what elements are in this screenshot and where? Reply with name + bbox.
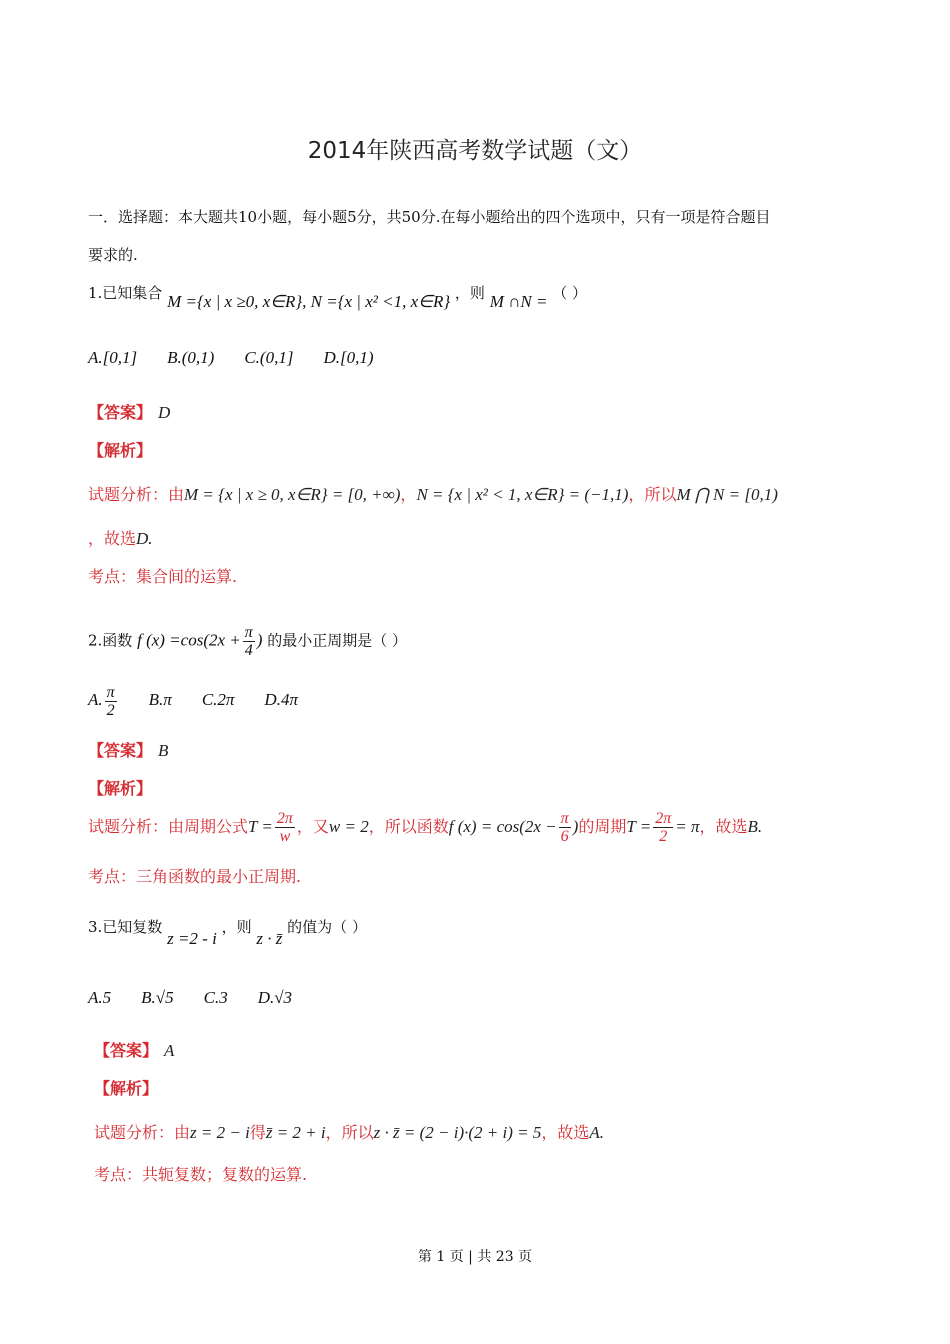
q2-f4-num: 2π xyxy=(655,810,672,827)
q2-f3-den: 6 xyxy=(560,828,569,845)
q3-analysis-prefix: 试题分析：由 xyxy=(94,1123,191,1142)
page-title: 2014年陕西高考数学试题（文） xyxy=(307,138,643,164)
q1-conclusion: ，故选 xyxy=(88,529,137,548)
q1-answer xyxy=(88,400,170,423)
section-intro: 一．选择题：本大题共10小题，每小题5分，共50分.在每小题给出的四个选项中，只有一项是符合题目 xyxy=(88,208,771,226)
q2-options xyxy=(88,684,328,719)
q3-f4: A. xyxy=(589,1123,605,1142)
q2-s4: 的周期 xyxy=(578,817,627,836)
q3-point: 考点：共轭复数；复数的运算. xyxy=(94,1165,308,1184)
q1-formula2: M ∩N = xyxy=(489,292,548,311)
question-2 xyxy=(88,624,407,659)
q3-option-b: B.√5 xyxy=(141,988,174,1007)
q1-stem: 1.已知集合 xyxy=(88,284,163,302)
q3-analysis xyxy=(94,1120,604,1143)
analysis-label: 【解析】 xyxy=(88,441,153,460)
q2-f3-close: ) xyxy=(572,817,579,836)
q2-frac-den: 4 xyxy=(244,642,253,659)
q2-fraction xyxy=(243,624,255,659)
q3-option-d: D.√3 xyxy=(257,988,293,1007)
q3-s2: 得 xyxy=(249,1123,266,1142)
q1-analysis xyxy=(88,482,778,505)
q1-conclusion-choice: D. xyxy=(136,529,153,548)
q3-option-c: C.3 xyxy=(203,988,228,1007)
q2-f4-den: 2 xyxy=(659,828,668,845)
q1-mid: ，则 xyxy=(454,284,485,302)
analysis-label: 【解析】 xyxy=(94,1079,159,1098)
q3-answer xyxy=(94,1038,174,1061)
q1-option-c: C.(0,1] xyxy=(244,348,294,367)
q2-f3: f (x) = cos(2x − xyxy=(448,817,557,836)
q2-point: 考点：三角函数的最小正周期. xyxy=(88,867,302,886)
q1-analysis-f2: N = {x | x² < 1, x∈R} = (−1,1) xyxy=(416,485,629,504)
page-footer: 第 1 页 | 共 23 页 xyxy=(417,1249,533,1265)
analysis-label: 【解析】 xyxy=(88,779,153,798)
q2-option-c: C.2π xyxy=(201,690,235,710)
q3-answer-value: A xyxy=(164,1041,175,1060)
q2-f1-frac xyxy=(275,810,295,845)
q3-f2: z̄ = 2 + i xyxy=(265,1123,326,1142)
question-1 xyxy=(88,282,588,311)
q2-option-b: B.π xyxy=(148,690,172,710)
q1-formula: M ={x | x ≥0, x∈R}, N ={x | x² <1, x∈R} xyxy=(167,292,451,311)
q2-option-a-den: 2 xyxy=(106,702,115,719)
q1-analysis-line2 xyxy=(88,526,153,549)
q2-f4-frac xyxy=(653,810,673,845)
q2-analysis-prefix: 试题分析：由周期公式 xyxy=(88,817,249,836)
answer-label: 【答案】 xyxy=(88,403,153,422)
q3-tail: 的值为（ ） xyxy=(287,918,367,936)
q2-f3-frac xyxy=(559,810,571,845)
q2-option-a-label: A. xyxy=(88,690,103,710)
q2-f1-den: w xyxy=(279,828,291,845)
section-intro-cont: 要求的. xyxy=(88,246,138,264)
q2-option-a-num: π xyxy=(106,684,115,701)
q1-option-d: D.[0,1) xyxy=(323,348,374,367)
q1-point: 考点：集合间的运算. xyxy=(88,567,238,586)
q1-option-b: B.(0,1) xyxy=(167,348,215,367)
q1-analysis-mid: ，所以 xyxy=(628,485,677,504)
q2-s3: ，所以函数 xyxy=(368,817,449,836)
q2-formula: f (x) =cos(2x + xyxy=(137,630,241,650)
q3-stem: 3.已知复数 xyxy=(88,918,163,936)
q2-option-a xyxy=(88,684,119,719)
q1-sep: ， xyxy=(400,485,417,504)
q2-f1-num: 2π xyxy=(276,810,293,827)
q3-formula2: z · z̄ xyxy=(256,929,283,948)
q1-analysis-prefix: 试题分析：由 xyxy=(88,485,185,504)
q3-formula: z =2 - i xyxy=(167,929,217,948)
q2-f4-tail: = π xyxy=(675,817,700,836)
q2-f1: T = xyxy=(248,817,273,836)
q2-f4: T = xyxy=(626,817,652,836)
q3-f1: z = 2 − i xyxy=(190,1123,250,1142)
q1-analysis-f3: M ⋂ N = [0,1) xyxy=(676,485,778,504)
q2-option-a-frac xyxy=(105,684,117,719)
q3-options xyxy=(88,988,322,1008)
answer-label: 【答案】 xyxy=(94,1041,159,1060)
q1-paren: （ ） xyxy=(552,284,588,302)
q2-formula-close: ) xyxy=(256,630,263,650)
q3-s4: ，故选 xyxy=(541,1123,590,1142)
q2-f5: B. xyxy=(747,817,763,836)
q3-option-a: A.5 xyxy=(88,988,112,1007)
q2-option-d: D.4π xyxy=(264,690,298,710)
q2-tail: 的最小正周期是（ ） xyxy=(267,631,407,650)
q2-f3-num: π xyxy=(560,810,569,827)
answer-label: 【答案】 xyxy=(88,741,153,760)
q2-s5: ，故选 xyxy=(699,817,748,836)
q2-frac-num: π xyxy=(244,624,253,641)
q1-answer-value: D xyxy=(158,403,171,422)
q2-stem: 2.函数 xyxy=(88,631,133,650)
q3-f3: z · z̄ = (2 − i)·(2 + i) = 5 xyxy=(373,1123,542,1142)
question-3 xyxy=(88,916,367,948)
q1-option-a: A.[0,1] xyxy=(88,348,138,367)
q3-s3: ，所以 xyxy=(325,1123,374,1142)
q2-s2: ，又 xyxy=(296,817,329,836)
q3-mid: ，则 xyxy=(221,918,252,936)
q1-analysis-f1: M = {x | x ≥ 0, x∈R} = [0, +∞) xyxy=(184,485,401,504)
q2-analysis xyxy=(88,810,762,845)
q1-options xyxy=(88,348,404,368)
q2-answer-value: B xyxy=(158,741,169,760)
q2-answer xyxy=(88,738,168,761)
q2-f2: w = 2 xyxy=(328,817,369,836)
